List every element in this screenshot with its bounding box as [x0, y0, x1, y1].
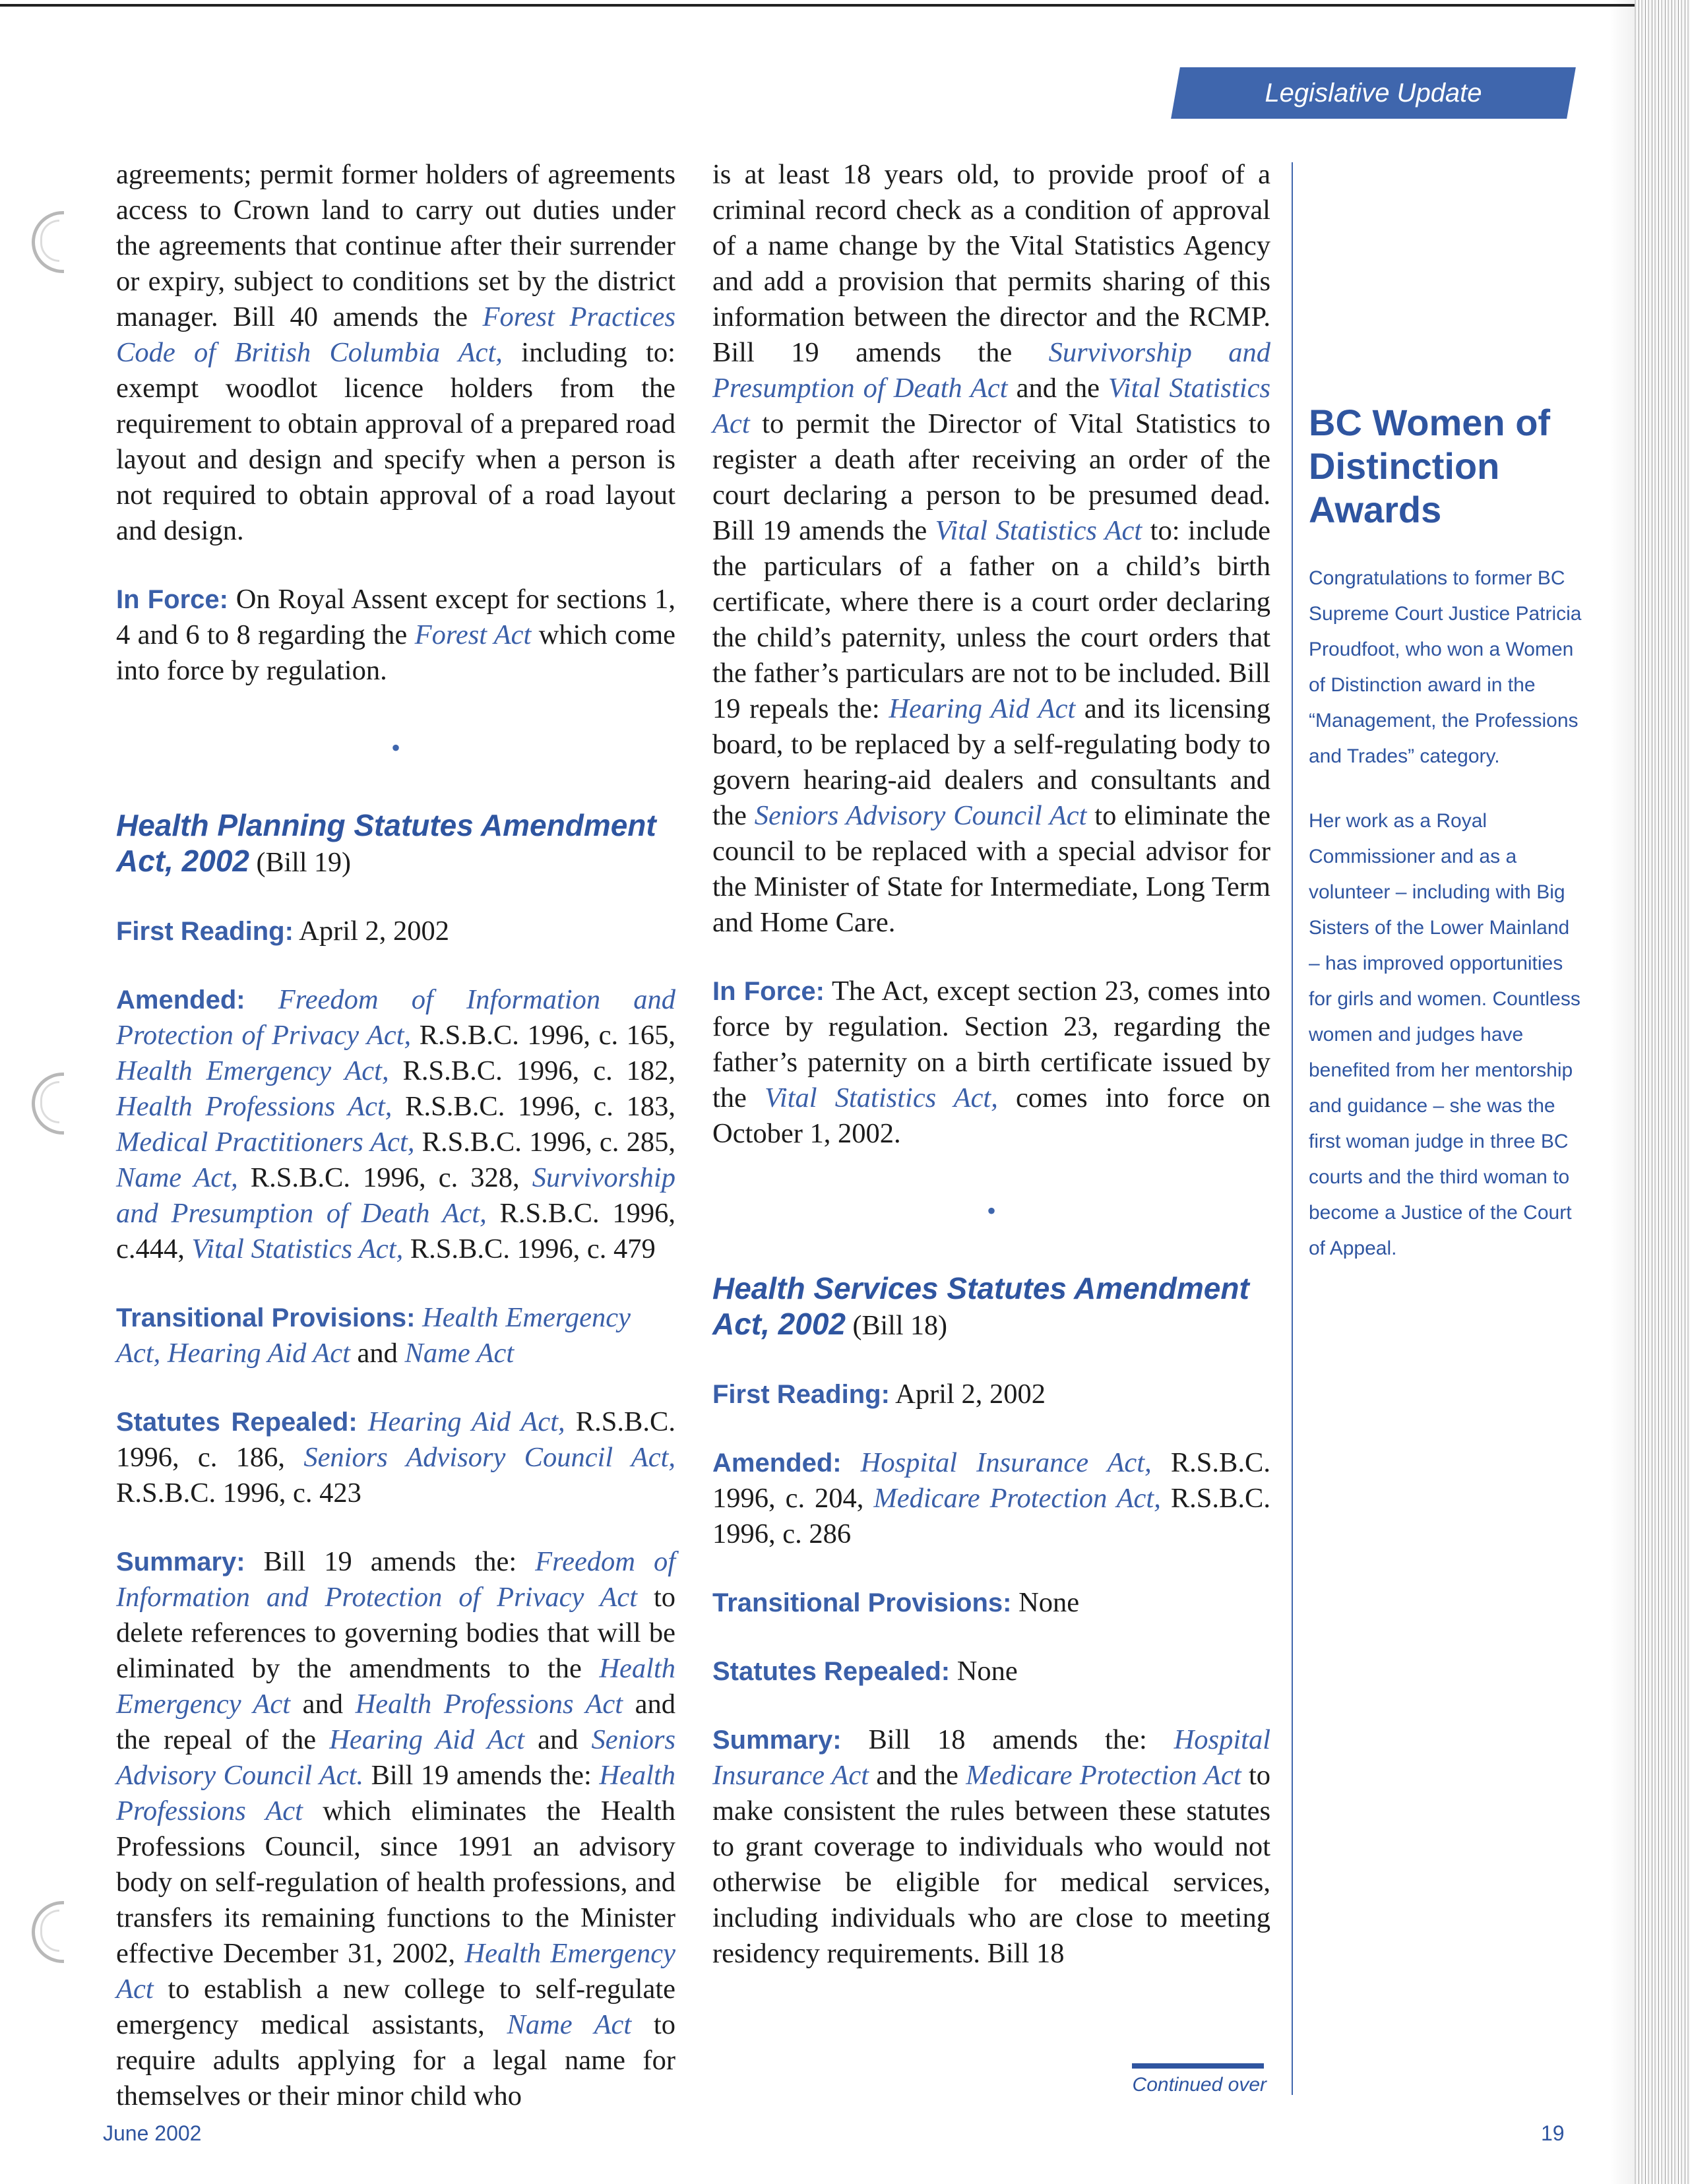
- text-run: The Act, except section 23, comes into force by regulation. Section 23, regarding the father’s paternity on a birth certificate issued by the: [712, 976, 1271, 1113]
- column-divider: [1292, 162, 1293, 2095]
- statute-name: Name Act,: [116, 1162, 238, 1193]
- text-run: [415, 1302, 422, 1333]
- sidebar: [1309, 401, 1586, 1266]
- text-run: including to: exempt woodlot licence holders from the requirement to obtain approval of a prepared road layout and design and specify when a person is not required to obtain approval of a road layout and design.: [116, 337, 675, 546]
- field-label: Summary:: [116, 1547, 245, 1576]
- statute-name: Hospital Insurance Act,: [860, 1447, 1152, 1478]
- act-title: [116, 807, 675, 881]
- text-run: agreements; permit former holders of agreements access to Crown land to carry out duties under the agreements that continue after their surrender or expiry, subject to conditions set by the district manager. Bill 40 amends the: [116, 159, 675, 332]
- text-run: Bill 18 amends the:: [841, 1724, 1174, 1755]
- summary-paragraph: [712, 1722, 1270, 1972]
- binder-ring-icon: [32, 211, 64, 273]
- transitional-paragraph: [712, 1585, 1270, 1621]
- sidebar-title: BC Women of Distinction Awards: [1309, 402, 1551, 530]
- paragraph: [116, 157, 675, 549]
- text-run: comes into force on October 1, 2002.: [712, 1082, 1270, 1149]
- text-run: Bill 19 amends the:: [363, 1760, 600, 1791]
- text-run: and its licensing board, to be replaced by a self-regulating body to govern hearing-aid dealers and consultants and the: [712, 693, 1270, 831]
- text-run: R.S.B.C. 1996, c. 183,: [392, 1091, 675, 1122]
- transitional-paragraph: [116, 1300, 675, 1371]
- statute-name: Hospital Insurance Act: [712, 1724, 1270, 1791]
- field-value: April 2, 2002: [889, 1379, 1046, 1410]
- field-label: In Force:: [712, 977, 825, 1006]
- text-run: On Royal Assent except for sections 1, 4 and 6 to 8 regarding the: [116, 584, 676, 650]
- amended-paragraph: [712, 1445, 1270, 1552]
- in-force-paragraph: [712, 974, 1270, 1152]
- text-run: R.S.B.C. 1996, c. 423: [116, 1478, 361, 1509]
- footer-date: June 2002: [103, 2121, 202, 2145]
- first-reading-paragraph: [712, 1377, 1270, 1412]
- act-title: [712, 1270, 1270, 1344]
- statute-name: Medicare Protection Act: [966, 1760, 1241, 1791]
- field-label: Statutes Repealed:: [116, 1408, 358, 1437]
- field-value: April 2, 2002: [293, 916, 450, 947]
- text-run: and the: [869, 1760, 966, 1791]
- text-run: R.S.B.C. 1996, c. 285,: [414, 1127, 675, 1158]
- section-banner-label: Legislative Update: [1265, 78, 1482, 108]
- statute-name: Health Emergency Act: [116, 1938, 675, 2005]
- text-run: [842, 1447, 861, 1478]
- text-run: and the repeal of the: [116, 1689, 675, 1755]
- text-run: and: [290, 1689, 356, 1720]
- field-value: [116, 984, 675, 1264]
- text-run: to delete references to governing bodies that will be eliminated by the amendments to the: [116, 1582, 676, 1684]
- text-run: R.S.B.C. 1996, c. 328,: [237, 1162, 532, 1193]
- statute-name: Vital Statistics Act,: [765, 1082, 998, 1113]
- statute-name: Medical Practitioners Act,: [116, 1127, 415, 1158]
- field-value: None: [950, 1656, 1018, 1687]
- bill-number: (Bill 18): [846, 1311, 948, 1341]
- text-run: and: [350, 1338, 405, 1369]
- binder-ring-icon: [32, 1901, 64, 1963]
- binding-shadow: [1610, 0, 1636, 2184]
- text-run: to eliminate the council to be replaced with a special advisor for the Minister of State for Intermediate, Long Term and Home Care.: [712, 800, 1271, 938]
- text-run: which come into force by regulation.: [116, 619, 675, 686]
- text-run: [245, 984, 278, 1015]
- field-label: Transitional Provisions:: [712, 1588, 1012, 1617]
- act-title-text: Health Planning Statutes Amendment Act, 2002: [116, 808, 656, 878]
- text-run: R.S.B.C. 1996, c. 165,: [411, 1020, 675, 1051]
- statute-name: Seniors Advisory Council Act: [754, 800, 1087, 831]
- text-run: to establish a new college to self-regulate emergency medical assistants,: [116, 1974, 675, 2040]
- statute-name: Hearing Aid Act: [329, 1724, 525, 1755]
- top-rule: [0, 4, 1656, 7]
- section-divider-bullet: •: [391, 733, 400, 763]
- repealed-paragraph: [712, 1654, 1270, 1689]
- statute-name: Health Emergency Act: [116, 1653, 675, 1720]
- act-title-text: Health Services Statutes Amendment Act, 2002: [712, 1271, 1249, 1341]
- text-run: R.S.B.C. 1996, c. 182,: [389, 1055, 676, 1086]
- field-value: None: [1011, 1587, 1080, 1618]
- continued-rule: [1132, 2063, 1264, 2069]
- text-run: which eliminates the Health Professions Council, since 1991 an advisory body on self-regulation of health professions, and transfers its remaining functions to the Minister effective December 31, 2002,: [116, 1795, 675, 1969]
- field-label: Amended:: [712, 1449, 842, 1478]
- sidebar-paragraph: Her work as a Royal Commissioner and as a volunteer – including with Big Sisters of the Lower Mainland – has improved opportunities for girls and women. Countless women and judges have benefited from her mentorship and guidance – she was the first woman judge in three BC courts and the third woman to become a Justice of the Court of Appeal.: [1309, 810, 1580, 1259]
- text-run: to make consistent the rules between these statutes to grant coverage to individuals who would not otherwise be eligible for medical services, including individuals who are close to meeting residency requirements. Bill 18: [712, 1760, 1270, 1969]
- text-run: is at least 18 years old, to provide proof of a criminal record check as a condition of approval of a name change by the Vital Statistics Agency and add a provision that permits sharing of this information between the director and the RCMP. Bill 19 amends the: [712, 159, 1270, 368]
- in-force-paragraph: [116, 582, 675, 689]
- repealed-paragraph: [116, 1404, 675, 1511]
- statute-name: Vital Statistics Act: [712, 373, 1270, 439]
- statute-name: Name Act: [507, 2009, 632, 2040]
- text-run: and: [524, 1724, 592, 1755]
- section-divider-bullet: •: [986, 1196, 996, 1226]
- field-label: Amended:: [116, 985, 245, 1014]
- statute-name: Forest Act: [414, 619, 532, 650]
- statute-name: Freedom of Information and Protection of Privacy Act: [116, 1546, 675, 1613]
- text-run: R.S.B.C. 1996, c. 204,: [712, 1447, 1270, 1514]
- bill-number: (Bill 19): [249, 848, 352, 878]
- statute-name: Survivorship and Presumption of Death Act: [712, 337, 1270, 404]
- field-label: First Reading:: [712, 1380, 890, 1409]
- text-run: R.S.B.C. 1996, c.444,: [116, 1198, 676, 1264]
- statute-name: Hearing Aid Act: [889, 693, 1076, 724]
- field-label: First Reading:: [116, 917, 294, 946]
- statute-name: Health Professions Act,: [116, 1091, 392, 1122]
- text-run: to permit the Director of Vital Statistics to register a death after receiving an order of the court declaring a person to be presumed dead. Bill 19 amends the: [712, 408, 1270, 546]
- text-run: Bill 19 amends the:: [245, 1546, 536, 1577]
- field-label: Statutes Repealed:: [712, 1657, 951, 1686]
- statute-name: Survivorship and Presumption of Death Act,: [116, 1162, 675, 1229]
- page-number: 19: [1541, 2121, 1565, 2145]
- continued-over-label: Continued over: [1132, 2074, 1267, 2096]
- statute-name: Health Emergency Act,: [116, 1055, 389, 1086]
- statute-name: Seniors Advisory Council Act.: [116, 1724, 675, 1791]
- field-label: Summary:: [712, 1726, 842, 1755]
- text-run: R.S.B.C. 1996, c. 186,: [116, 1406, 675, 1473]
- statute-name: Freedom of Information and Protection of Privacy Act,: [116, 984, 676, 1051]
- text-run: and the: [1007, 373, 1108, 404]
- first-reading-paragraph: [116, 914, 675, 949]
- text-run: to require adults applying for a legal name for themselves or their minor child who: [116, 2009, 675, 2111]
- middle-column: [712, 157, 1270, 1972]
- statute-name: Health Professions Act: [355, 1689, 623, 1720]
- binder-ring-icon: [32, 1073, 64, 1135]
- statute-name: Health Professions Act: [116, 1760, 676, 1826]
- statute-name: Vital Statistics Act: [935, 515, 1142, 546]
- page-edge-binding: [1635, 0, 1690, 2184]
- text-run: [358, 1406, 368, 1437]
- statute-name: Seniors Advisory Council Act,: [303, 1442, 675, 1473]
- field-value: [116, 1546, 675, 2111]
- statute-name: Vital Statistics Act,: [191, 1233, 404, 1264]
- statute-name: Medicare Protection Act,: [873, 1483, 1161, 1514]
- statute-name: Health Emergency Act, Hearing Aid Act: [116, 1302, 631, 1369]
- statute-name: Name Act: [404, 1338, 515, 1369]
- field-label: In Force:: [116, 585, 228, 614]
- statute-name: Forest Practices Code of British Columbia Act,: [116, 301, 675, 368]
- text-run: to: include the particulars of a father on a child’s birth certificate, where there is a court order declaring the child’s paternity, unless the court orders that the father’s particulars are not to be included. Bill 19 repeals the:: [712, 515, 1270, 724]
- amended-paragraph: [116, 982, 675, 1267]
- field-value: [712, 1724, 1270, 1969]
- statute-name: Hearing Aid Act,: [367, 1406, 565, 1437]
- text-run: R.S.B.C. 1996, c. 286: [712, 1483, 1270, 1549]
- sidebar-paragraph: Congratulations to former BC Supreme Court Justice Patricia Proudfoot, who won a Women of Distinction award in the “Management, the Professions and Trades” category.: [1309, 567, 1582, 767]
- summary-paragraph: [116, 1544, 675, 2114]
- text-run: R.S.B.C. 1996, c. 479: [403, 1233, 656, 1264]
- left-column: [116, 157, 675, 2114]
- paragraph: [712, 157, 1270, 941]
- field-label: Transitional Provisions:: [116, 1303, 416, 1332]
